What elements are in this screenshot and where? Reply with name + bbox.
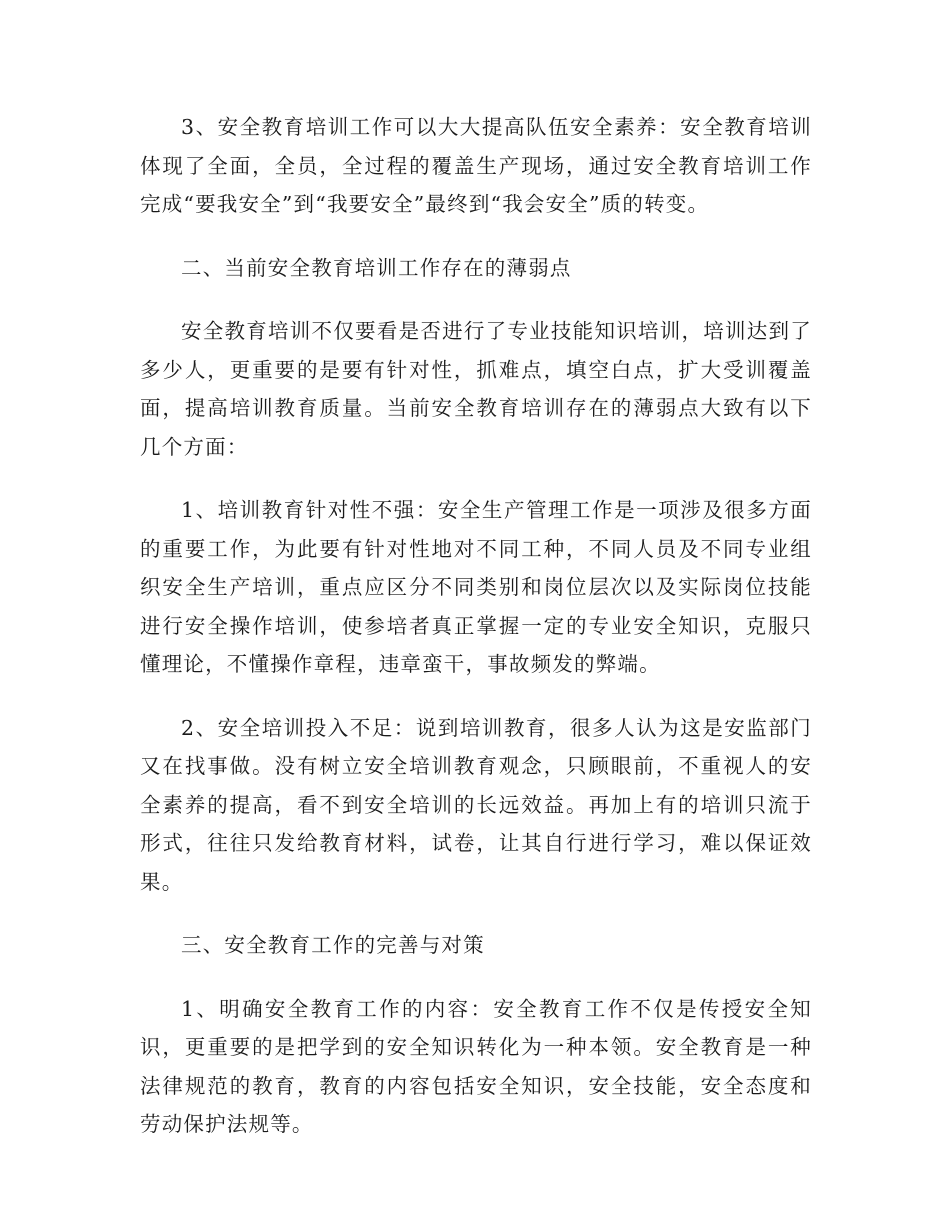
paragraph-item-1-content: 1、明确安全教育工作的内容：安全教育工作不仅是传授安全知识，更重要的是把学到的安全知识转化为一种本领。安全教育是一种法律规范的教育，教育的内容包括安全知识，安全技能，安全态度和劳动保护法规等。 — [140, 996, 812, 1136]
paragraph-item-1-targeting: 1、培训教育针对性不强：安全生产管理工作是一项涉及很多方面的重要工作，为此要有针对性地对不同工种，不同人员及不同专业组织安全生产培训，重点应区分不同类别和岗位层次以及实际岗位技能进行安全操作培训，使参培者真正掌握一定的专业安全知识，克服只懂理论，不懂操作章程，违章蛮干，事故频发的弊端。 — [140, 498, 812, 676]
paragraph-item-3-literacy: 3、安全教育培训工作可以大大提高队伍安全素养：安全教育培训体现了全面，全员，全过程的覆盖生产现场，通过安全教育培训工作完成“要我安全”到“我要安全”最终到“我会安全”质的转变。 — [140, 115, 812, 216]
section-heading-countermeasures: 三、安全教育工作的完善与对策 — [181, 933, 485, 957]
document-body — [140, 108, 812, 1169]
paragraph-weaknesses-intro: 安全教育培训不仅要看是否进行了专业技能知识培训，培训达到了多少人，更重要的是要有针对性，抓难点，填空白点，扩大受训覆盖面，提高培训教育质量。当前安全教育培训存在的薄弱点大致有以下几个方面： — [140, 319, 812, 459]
section-heading-weaknesses: 二、当前安全教育培训工作存在的薄弱点 — [181, 255, 572, 280]
paragraph-item-2-investment: 2、安全培训投入不足：说到培训教育，很多人认为这是安监部门又在找事做。没有树立安全培训教育观念，只顾眼前，不重视人的安全素养的提高，看不到安全培训的长远效益。再加上有的培训只流于形式，往往只发给教育材料，试卷，让其自行进行学习，难以保证效果。 — [140, 715, 812, 894]
